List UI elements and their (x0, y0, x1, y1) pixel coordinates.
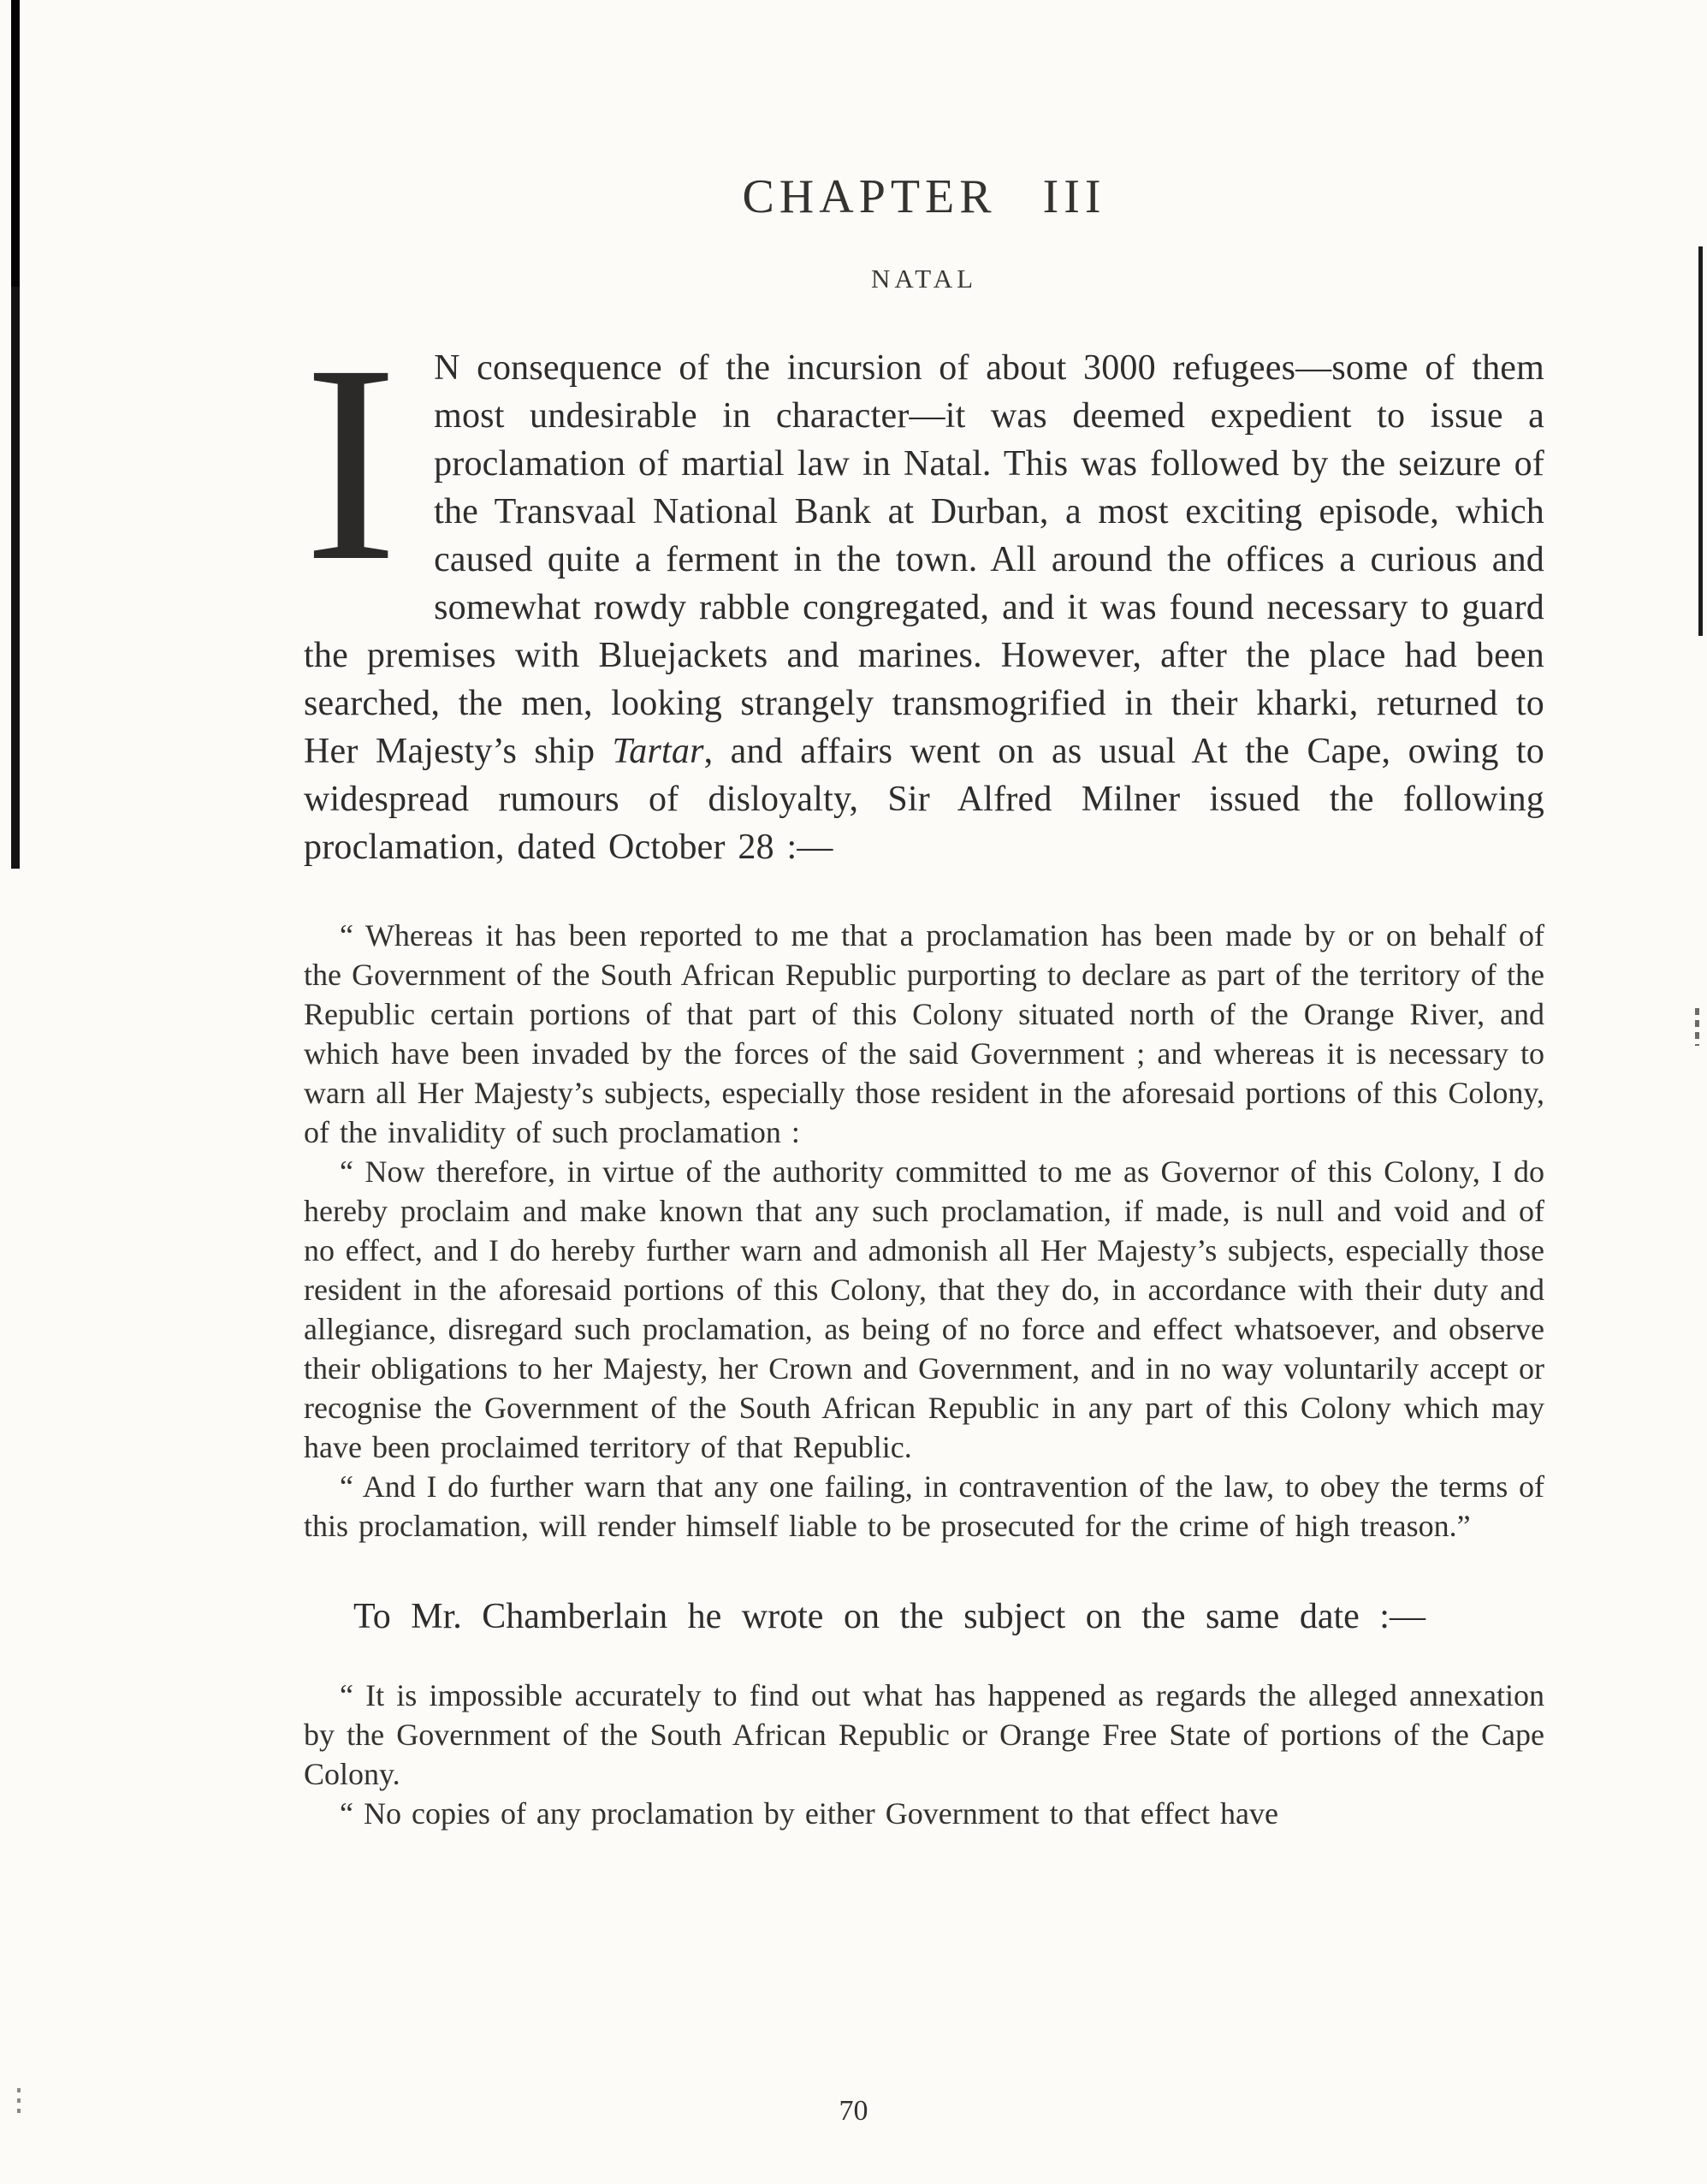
proclamation-paragraph-1: “ Whereas it has been reported to me that a proclamation has been made by or on behalf of the Government of the South African Republic purporting to declare as part of the territory of the Republic certain portions of that part of this Colony situated north of the Orange River, and which have been invaded by the forces of the said Government ; and whereas it is necessary to warn all Her Majesty’s subjects, especially those resident in the aforesaid portions of this Colony, of the invalidity of such proclamation : (304, 918, 1544, 1149)
section-title: NATAL (870, 264, 978, 294)
letter-paragraph-2: “ No copies of any proclamation by either Government to that effect have (340, 1796, 1278, 1831)
scan-artifact-right-marks (1695, 1008, 1699, 1046)
ship-name: Tartar (612, 732, 704, 771)
intro-text-continued: , and affairs went on as usual At the Cape, owing to widespread rumours of disloyalty, Sir Alfred Milner issued the following proclamation, dated October 28 :— (304, 732, 1544, 867)
proclamation-paragraph-3: “ And I do further warn that any one failing, in contravention of the law, to obey the terms of this proclamation, will render himself liable to be prosecuted for the crime of high treason.” (304, 1469, 1544, 1543)
intro-paragraph (304, 307, 1544, 871)
proclamation-block (304, 916, 1544, 1546)
scan-artifact-left-edge (11, 0, 20, 869)
proclamation-paragraph-2: “ Now therefore, in virtue of the authority committed to me as Governor of this Colony, I do hereby proclaim and make known that any such proclamation, if made, is null and void and of no effect, and I do hereby further warn and admonish all Her Majesty’s subjects, especially those resident in the aforesaid portions of this Colony, that they do, in accordance with their duty and allegiance, disregard such proclamation, as being of no force and effect whatsoever, and observe their obligations to her Majesty, her Crown and Government, and in no way voluntarily accept or recognise the Government of the South African Republic in any part of this Colony which may have been proclaimed territory of that Republic. (304, 1154, 1544, 1464)
page-number: 70 (839, 2095, 868, 2127)
drop-cap: I (304, 307, 399, 620)
scan-artifact-right-edge (1698, 246, 1703, 636)
chamberlain-lead-in: To Mr. Chamberlain he wrote on the subject on the same date :— (353, 1597, 1425, 1636)
letter-block (304, 1676, 1544, 1833)
page-content (304, 0, 1544, 1833)
intro-text: N consequence of the incursion of about 3000 refugees—some of them most undesirable in character—it was deemed expedient to issue a proclamation of martial law in Natal. This was followed by the seizure of the Transvaal National Bank at Durban, a most exciting episode, which caused quite a ferment in the town. All around the offices a curious and somewhat rowdy rabble congregated, and it was found necessary to guard the premises with Bluejackets and marines. However, after the place had been searched, the men, looking strangely transmogrified in their kharki, returned to Her Majesty’s ship (304, 348, 1544, 771)
chapter-title: CHAPTER III (742, 170, 1106, 223)
letter-paragraph-1: “ It is impossible accurately to find out what has happened as regards the alleged annexation by the Government of the South African Republic or Orange Free State of portions of the Cape Colony. (304, 1678, 1544, 1791)
